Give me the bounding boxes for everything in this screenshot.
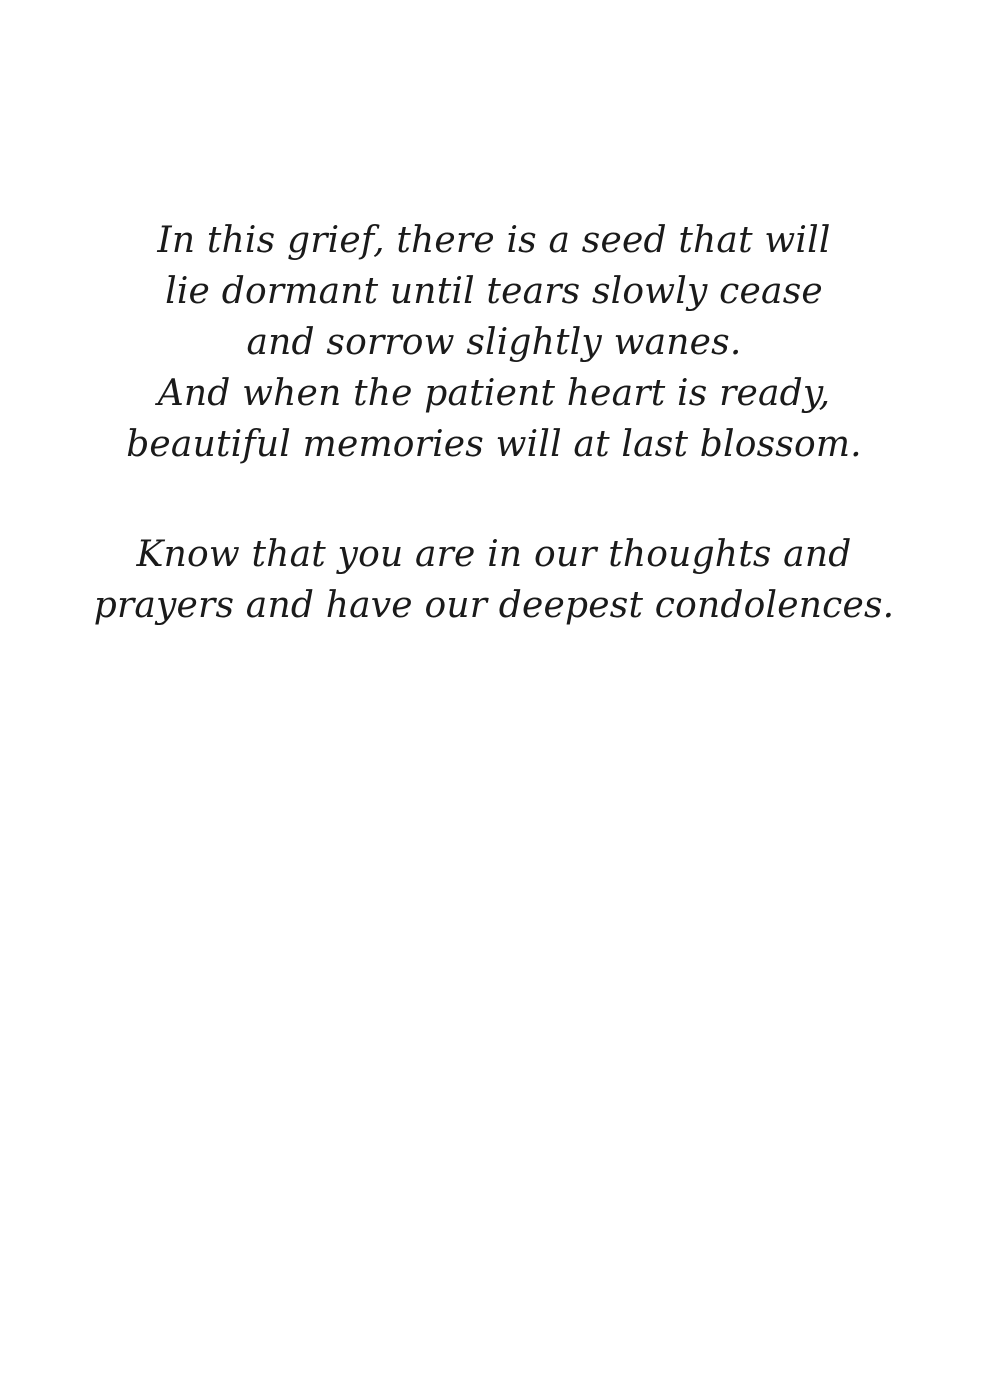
verse-line: prayers and have our deepest condolences. <box>93 585 895 626</box>
verse-line: beautiful memories will at last blossom. <box>126 424 862 465</box>
verse-stanza-2 <box>0 529 988 631</box>
verse-line: and sorrow slightly wanes. <box>246 322 742 363</box>
verse-line: Know that you are in our thoughts and <box>136 534 852 575</box>
verse-line: lie dormant until tears slowly cease <box>165 271 823 312</box>
verse-line: And when the patient heart is ready, <box>157 373 831 414</box>
verse-line: In this grief, there is a seed that will <box>157 220 831 261</box>
verse-stanza-1 <box>0 215 988 470</box>
